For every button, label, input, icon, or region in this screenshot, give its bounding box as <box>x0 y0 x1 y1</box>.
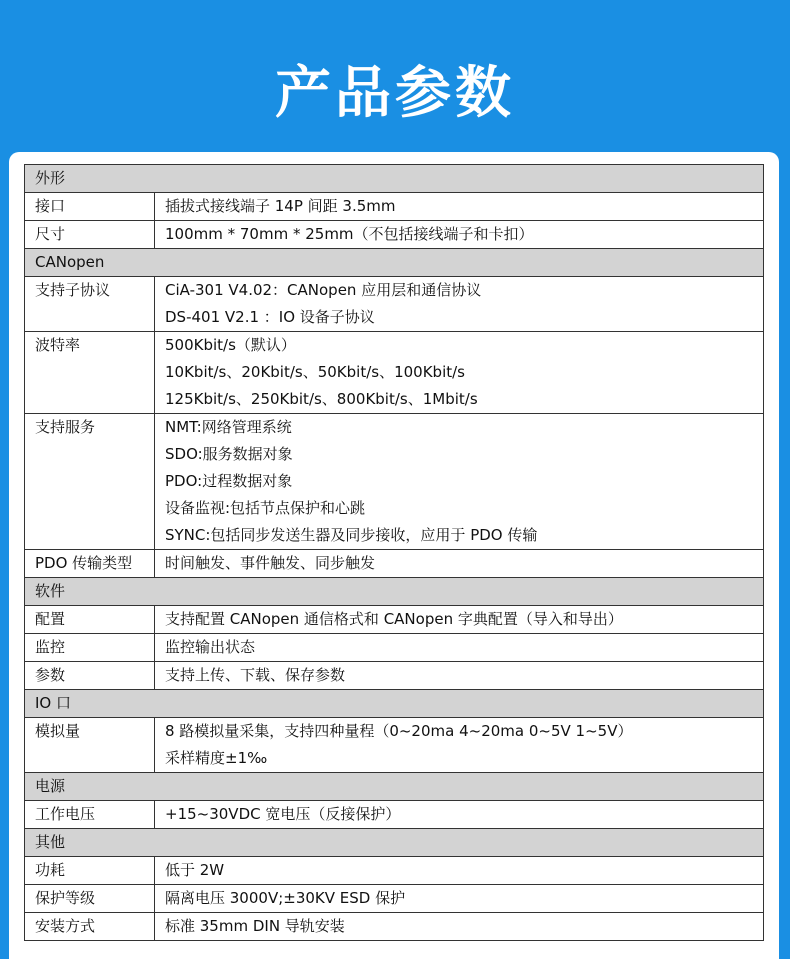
param-value <box>155 913 764 941</box>
param-label: 功耗 <box>25 857 155 885</box>
table-row <box>25 913 764 941</box>
param-value-line: 100mm * 70mm * 25mm（不包括接线端子和卡扣） <box>165 225 534 243</box>
param-label: 支持服务 <box>25 414 155 550</box>
param-value-line: SDO:服务数据对象 <box>165 445 293 463</box>
table-row <box>25 857 764 885</box>
section-header: 外形 <box>25 165 764 193</box>
param-value-line: 500Kbit/s（默认） <box>165 336 296 354</box>
section-header: CANopen <box>25 249 764 277</box>
param-value-line: 支持上传、下载、保存参数 <box>165 666 346 684</box>
param-value <box>155 193 764 221</box>
table-row <box>25 277 764 332</box>
param-value <box>155 857 764 885</box>
param-label: 参数 <box>25 662 155 690</box>
param-value-line: 设备监视:包括节点保护和心跳 <box>165 499 366 517</box>
param-value-line: 监控输出状态 <box>165 638 256 656</box>
param-value-line: 插拔式接线端子 14P 间距 3.5mm <box>165 197 396 215</box>
section-header: 软件 <box>25 578 764 606</box>
table-row <box>25 606 764 634</box>
param-value <box>155 277 764 332</box>
table-row <box>25 718 764 773</box>
section-header: 电源 <box>25 773 764 801</box>
table-row <box>25 550 764 578</box>
param-value-line: +15~30VDC 宽电压（反接保护） <box>165 805 401 823</box>
param-value-line: 标准 35mm DIN 导轨安装 <box>165 917 345 935</box>
section-row <box>25 249 764 277</box>
param-value <box>155 885 764 913</box>
param-label: 保护等级 <box>25 885 155 913</box>
param-value-line: 支持配置 CANopen 通信格式和 CANopen 字典配置（导入和导出） <box>165 610 623 628</box>
spec-card <box>9 152 779 959</box>
param-value-line: CiA-301 V4.02：CANopen 应用层和通信协议 <box>165 281 482 299</box>
param-value-line: 10Kbit/s、20Kbit/s、50Kbit/s、100Kbit/s <box>165 363 465 381</box>
param-value-line: 低于 2W <box>165 861 225 879</box>
param-value-line: SYNC:包括同步发送生器及同步接收，应用于 PDO 传输 <box>165 526 538 544</box>
param-value <box>155 606 764 634</box>
param-value <box>155 414 764 550</box>
param-label: 监控 <box>25 634 155 662</box>
param-value <box>155 332 764 414</box>
param-value <box>155 221 764 249</box>
param-value-line: 125Kbit/s、250Kbit/s、800Kbit/s、1Mbit/s <box>165 390 478 408</box>
section-row <box>25 690 764 718</box>
param-label: 工作电压 <box>25 801 155 829</box>
section-header: 其他 <box>25 829 764 857</box>
table-row <box>25 193 764 221</box>
param-label: 波特率 <box>25 332 155 414</box>
param-label: 配置 <box>25 606 155 634</box>
param-value-line: 采样精度±1‰ <box>165 749 268 767</box>
param-label: 模拟量 <box>25 718 155 773</box>
page-title: 产品参数 <box>275 61 515 126</box>
param-label: 尺寸 <box>25 221 155 249</box>
section-header: IO 口 <box>25 690 764 718</box>
param-value-line: DS-401 V2.1 ：IO 设备子协议 <box>165 308 375 326</box>
section-row <box>25 165 764 193</box>
section-row <box>25 829 764 857</box>
table-row <box>25 634 764 662</box>
section-row <box>25 773 764 801</box>
param-label: PDO 传输类型 <box>25 550 155 578</box>
table-row <box>25 801 764 829</box>
table-row <box>25 221 764 249</box>
param-value-line: 隔离电压 3000V;±30KV ESD 保护 <box>165 889 406 907</box>
param-value-line: PDO:过程数据对象 <box>165 472 293 490</box>
param-value-line: 时间触发、事件触发、同步触发 <box>165 554 376 572</box>
param-label: 接口 <box>25 193 155 221</box>
param-value <box>155 550 764 578</box>
param-value-line: 8 路模拟量采集，支持四种量程（0~20ma 4~20ma 0~5V 1~5V） <box>165 722 633 740</box>
table-row <box>25 414 764 550</box>
table-row <box>25 332 764 414</box>
spec-table <box>24 164 764 941</box>
param-value <box>155 662 764 690</box>
param-label: 安装方式 <box>25 913 155 941</box>
table-row <box>25 885 764 913</box>
param-label: 支持子协议 <box>25 277 155 332</box>
table-row <box>25 662 764 690</box>
section-row <box>25 578 764 606</box>
param-value <box>155 801 764 829</box>
param-value <box>155 634 764 662</box>
param-value <box>155 718 764 773</box>
param-value-line: NMT:网络管理系统 <box>165 418 292 436</box>
